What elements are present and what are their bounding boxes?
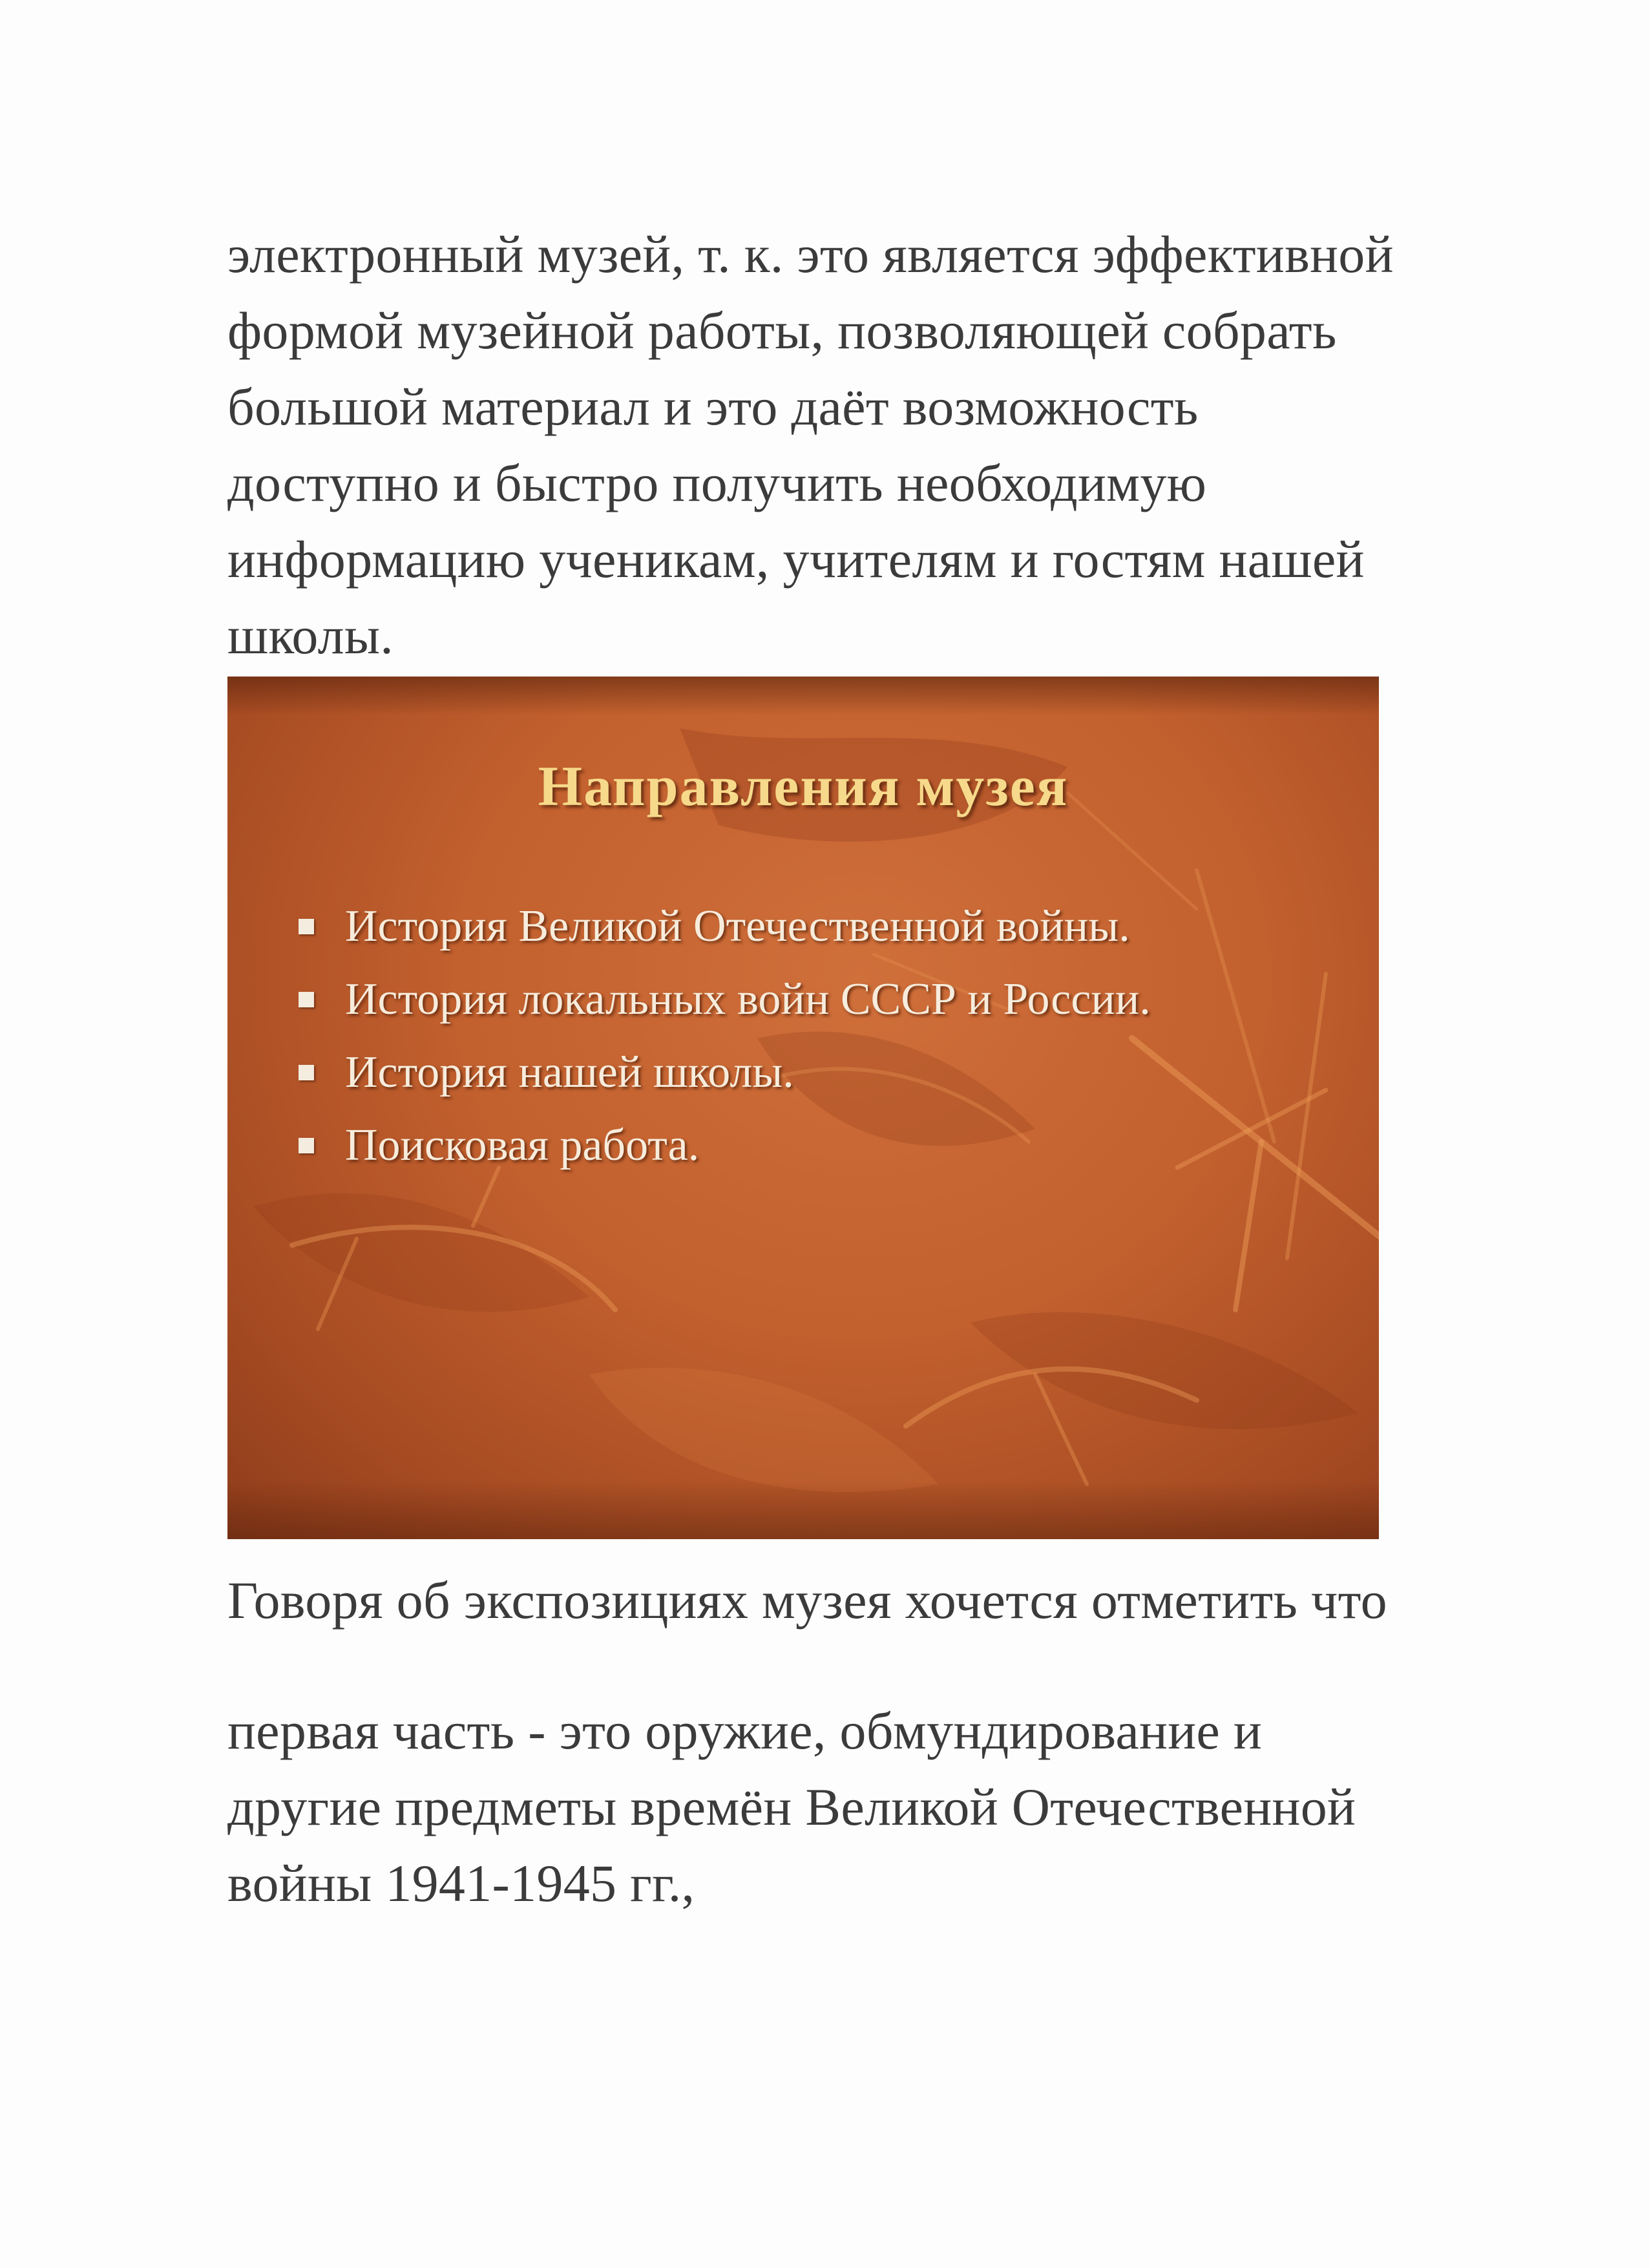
- bullet-text: История локальных войн СССР и России.: [345, 974, 1151, 1024]
- slide-bullet-list: [299, 890, 1151, 1182]
- intro-paragraph: [227, 216, 1526, 674]
- square-bullet-icon: [299, 919, 314, 934]
- text-line: электронный музей, т. к. это является эффективной: [227, 225, 1394, 284]
- list-item: [299, 1036, 1151, 1109]
- list-item: [299, 890, 1151, 963]
- text-line: информацию ученикам, учителям и гостям нашей: [227, 530, 1365, 589]
- list-item: [299, 963, 1151, 1036]
- text-line: большой материал и это даёт возможность: [227, 377, 1199, 436]
- text-line: Говоря об экспозициях музея хочется отметить что: [227, 1571, 1387, 1630]
- text-line: доступно и быстро получить необходимую: [227, 454, 1207, 512]
- text-line: первая часть - это оружие, обмундирование и: [227, 1701, 1263, 1760]
- bullet-text: Поисковая работа.: [345, 1120, 700, 1170]
- text-line: школы.: [227, 606, 394, 665]
- presentation-slide-image: [227, 677, 1379, 1539]
- exhibits-paragraph: [227, 1693, 1526, 1922]
- text-line: войны 1941-1945 гг.,: [227, 1854, 695, 1913]
- bullet-text: История нашей школы.: [345, 1047, 794, 1097]
- text-line: другие предметы времён Великой Отечественной: [227, 1778, 1356, 1836]
- list-item: [299, 1109, 1151, 1182]
- slide-title: Направления музея: [538, 755, 1069, 818]
- square-bullet-icon: [299, 1065, 314, 1080]
- exhibits-paragraph-intro: [227, 1562, 1526, 1639]
- square-bullet-icon: [299, 1138, 314, 1153]
- bullet-text: История Великой Отечественной войны.: [345, 901, 1130, 951]
- square-bullet-icon: [299, 992, 314, 1007]
- text-line: формой музейной работы, позволяющей собрать: [227, 301, 1337, 360]
